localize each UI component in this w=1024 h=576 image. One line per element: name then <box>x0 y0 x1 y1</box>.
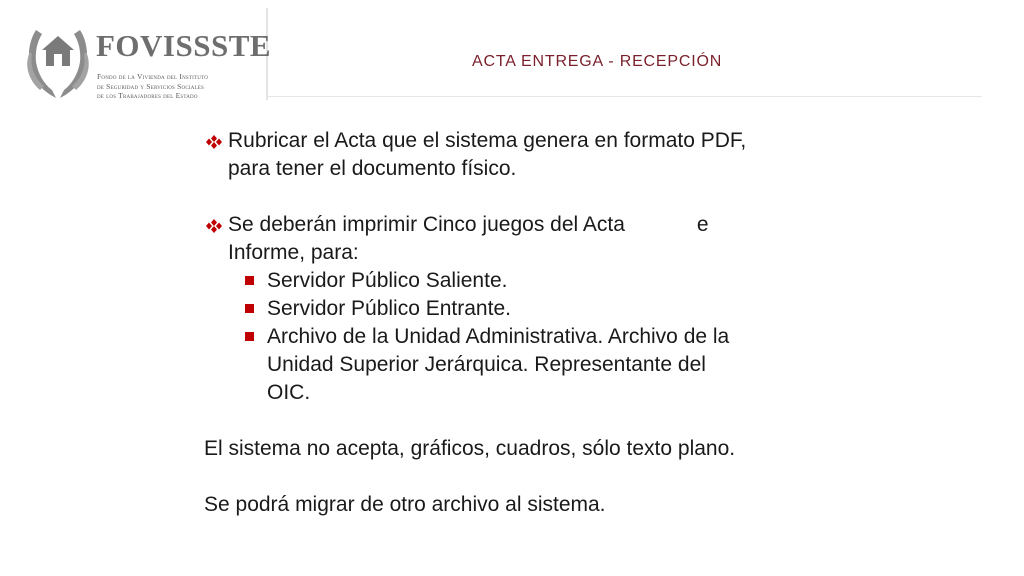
logo-name: FOVISSSTE <box>96 28 272 63</box>
square-bullet-icon <box>245 276 254 285</box>
bullet-text <box>228 211 844 239</box>
header-divider <box>266 96 982 97</box>
square-bullet-icon <box>245 304 254 313</box>
bullet-item <box>204 127 844 183</box>
logo-subtitle-line: Fondo de la Vivienda del Instituto <box>97 72 209 81</box>
bullet-text: para tener el documento físico. <box>228 157 517 180</box>
bullet-text-part: e <box>696 213 709 236</box>
bullet-text: Rubricar el Acta que el sistema genera en formato PDF, <box>228 129 747 152</box>
bullet-text: Informe, para: <box>228 241 359 264</box>
sub-item-text: Unidad Superior Jerárquica. Representante del <box>267 353 706 376</box>
sub-item <box>204 323 844 407</box>
logo-subtitle-line: de Seguridad y Servicios Sociales <box>97 81 205 91</box>
sub-item-text: Servidor Público Saliente. <box>267 269 508 292</box>
note-text: El sistema no acepta, gráficos, cuadros, sólo texto plano. <box>204 437 736 460</box>
logo-subtitle <box>97 72 257 101</box>
sub-item-text: Archivo de la Unidad Administrativa. Archivo de la <box>267 325 730 348</box>
slide-body <box>204 127 844 519</box>
slide-title: ACTA ENTREGA - RECEPCIÓN <box>472 53 723 70</box>
logo-subtitle-line: de los Trabajadores del Estado <box>97 91 198 100</box>
square-bullet-icon <box>245 332 254 341</box>
sub-item-text: OIC. <box>267 381 311 404</box>
sub-item <box>204 267 844 295</box>
sub-item-text: Servidor Público Entrante. <box>267 297 511 320</box>
bullet-text-part: Se deberán imprimir Cinco juegos del Acta <box>228 213 625 236</box>
diamond-cluster-icon <box>204 135 224 149</box>
note-text: Se podrá migrar de otro archivo al sistema. <box>204 493 606 516</box>
hands-house-icon <box>22 22 94 102</box>
bullet-item <box>204 211 844 267</box>
sub-item <box>204 295 844 323</box>
logo <box>0 8 272 100</box>
diamond-cluster-icon <box>204 219 224 233</box>
